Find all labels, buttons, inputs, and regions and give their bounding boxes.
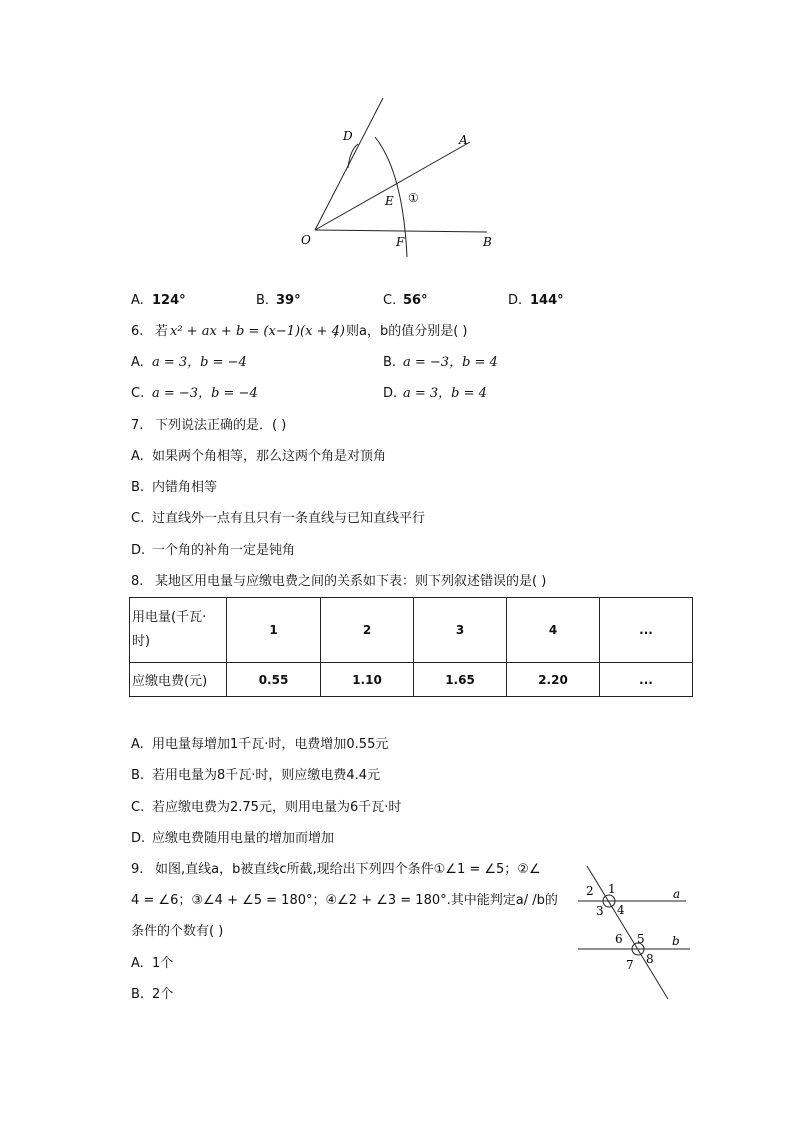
table-cell: 1.65 bbox=[414, 663, 507, 697]
table-cell: 2 bbox=[321, 598, 414, 663]
label-f: F bbox=[396, 235, 405, 249]
table-cell: 1 bbox=[227, 598, 321, 663]
q6-option-c-text: a = −3，b = −4 bbox=[152, 386, 258, 401]
table-header-usage bbox=[130, 598, 227, 663]
label-e: E bbox=[385, 194, 394, 208]
table-cell: 0.55 bbox=[227, 663, 321, 697]
table-row bbox=[130, 598, 693, 663]
ray-ob bbox=[315, 230, 487, 232]
q9-number: 9. bbox=[131, 862, 144, 877]
q5-option-b-letter: B. bbox=[256, 293, 270, 308]
q9-stem-line3: 条件的个数有( ) bbox=[131, 924, 224, 939]
q7-number: 7. bbox=[131, 418, 144, 433]
table-cell: 4 bbox=[507, 598, 600, 663]
label-angle-4: 4 bbox=[617, 903, 625, 917]
q6-option-b-text: a = −3，b = 4 bbox=[403, 355, 498, 370]
q5-option-a-text: 124° bbox=[152, 293, 186, 308]
angle-construction-figure bbox=[290, 92, 510, 257]
label-angle-7: 7 bbox=[626, 958, 634, 972]
q7-option-c-letter: C. bbox=[131, 511, 145, 526]
transversal-figure bbox=[572, 862, 694, 1004]
label-line-b: b bbox=[672, 934, 680, 948]
q7-stem: 下列说法正确的是．( ) bbox=[155, 418, 287, 433]
label-angle-1: 1 bbox=[608, 882, 616, 896]
q8-option-c-text: 若应缴电费为2.75元，则用电量为6千瓦·时 bbox=[152, 800, 402, 815]
q6-stem-equation: x² + ax + b = (x−1)(x + 4) bbox=[170, 324, 345, 339]
q9-option-b-letter: B. bbox=[131, 987, 145, 1002]
label-d: D bbox=[343, 129, 353, 143]
table-cell: ... bbox=[600, 663, 693, 697]
q9-option-a-letter: A. bbox=[131, 956, 144, 971]
table-header-usage-line2: 时) bbox=[132, 634, 151, 649]
q7-option-b-letter: B. bbox=[131, 480, 145, 495]
q7-option-a-letter: A. bbox=[131, 449, 144, 464]
label-circle-1: ① bbox=[408, 191, 419, 205]
line-c bbox=[587, 866, 668, 999]
label-angle-8: 8 bbox=[646, 952, 654, 966]
q8-number: 8. bbox=[131, 574, 144, 589]
q6-option-c-letter: C. bbox=[131, 386, 145, 401]
q7-option-c-text: 过直线外一点有且只有一条直线与已知直线平行 bbox=[152, 511, 426, 526]
label-o: O bbox=[301, 233, 311, 247]
q5-option-d-text: 144° bbox=[530, 293, 564, 308]
q5-option-c-letter: C. bbox=[383, 293, 397, 308]
q6-stem-prefix: 若 bbox=[155, 324, 169, 339]
electricity-table bbox=[129, 597, 693, 697]
q6-option-a-letter: A. bbox=[131, 355, 144, 370]
q9-option-b-text: 2个 bbox=[152, 987, 174, 1002]
q9-stem-line2: 4 = ∠6；③∠4 + ∠5 = 180°；④∠2 + ∠3 = 180°.其中能判定a/ /b的 bbox=[131, 893, 558, 908]
q9-stem-line1: 如图,直线a，b被直线c所截,现给出下列四个条件①∠1 = ∠5；②∠ bbox=[155, 862, 541, 877]
q7-option-a-text: 如果两个角相等，那么这两个角是对顶角 bbox=[152, 449, 387, 464]
q5-option-b-text: 39° bbox=[276, 293, 301, 308]
table-cell: 3 bbox=[414, 598, 507, 663]
q8-option-a-letter: A. bbox=[131, 737, 144, 752]
q8-option-b-letter: B. bbox=[131, 768, 145, 783]
table-row bbox=[130, 663, 693, 697]
q8-option-c-letter: C. bbox=[131, 800, 145, 815]
q6-option-d-text: a = 3，b = 4 bbox=[403, 386, 487, 401]
label-angle-6: 6 bbox=[615, 932, 623, 946]
label-angle-3: 3 bbox=[596, 904, 604, 918]
label-a: A bbox=[459, 133, 468, 147]
q7-option-d-letter: D. bbox=[131, 543, 146, 558]
q5-option-d-letter: D. bbox=[508, 293, 523, 308]
label-angle-5: 5 bbox=[637, 932, 645, 946]
table-header-fee: 应缴电费(元) bbox=[130, 663, 227, 697]
q7-option-d-text: 一个角的补角一定是钝角 bbox=[152, 543, 296, 558]
q8-option-d-letter: D. bbox=[131, 831, 146, 846]
label-b: B bbox=[483, 235, 492, 249]
q8-option-a-text: 用电量每增加1千瓦·时，电费增加0.55元 bbox=[152, 737, 389, 752]
q6-option-a-text: a = 3，b = −4 bbox=[152, 355, 247, 370]
table-cell: 1.10 bbox=[321, 663, 414, 697]
q5-option-a-letter: A. bbox=[131, 293, 144, 308]
q6-option-b-letter: B. bbox=[383, 355, 397, 370]
label-line-a: a bbox=[673, 887, 681, 901]
q6-stem-suffix: ，则a，b的值分别是( ) bbox=[333, 324, 468, 339]
ray-oa bbox=[315, 142, 470, 230]
table-header-usage-line1: 用电量(千瓦· bbox=[132, 610, 207, 625]
table-cell: ... bbox=[600, 598, 693, 663]
q8-stem: 某地区用电量与应缴电费之间的关系如下表：则下列叙述错误的是( ) bbox=[155, 574, 547, 589]
q6-option-d-letter: D. bbox=[383, 386, 398, 401]
q6-number: 6. bbox=[131, 324, 144, 339]
q9-option-a-text: 1个 bbox=[152, 956, 174, 971]
q7-option-b-text: 内错角相等 bbox=[152, 480, 218, 495]
q5-option-c-text: 56° bbox=[403, 293, 428, 308]
table-cell: 2.20 bbox=[507, 663, 600, 697]
q8-option-d-text: 应缴电费随用电量的增加而增加 bbox=[152, 831, 335, 846]
q8-option-b-text: 若用电量为8千瓦·时，则应缴电费4.4元 bbox=[152, 768, 381, 783]
label-angle-2: 2 bbox=[586, 884, 594, 898]
